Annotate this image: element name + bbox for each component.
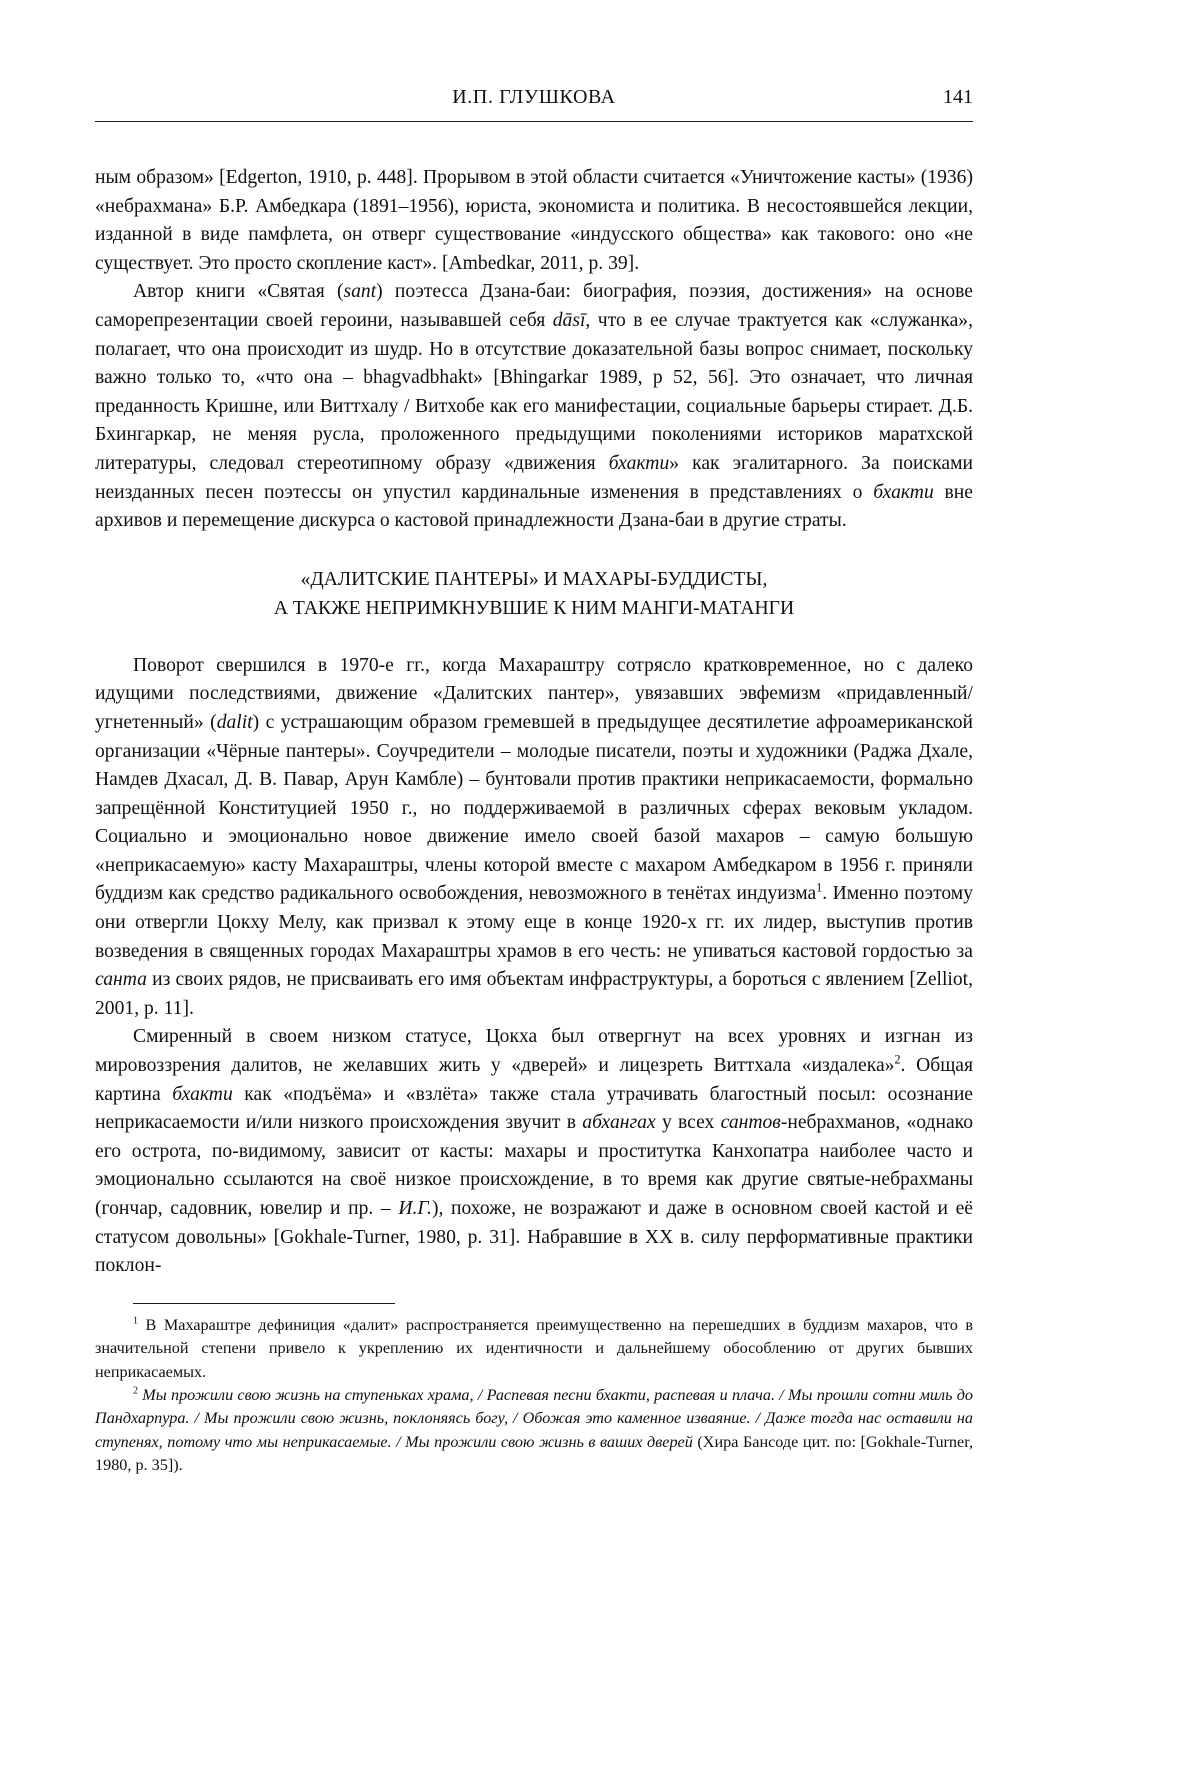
footnotes [95, 1314, 973, 1478]
text-run: -небрахманов, «однако его острота, по-видимому, зависит от касты: махары и проститутка Канхопатра наиболее часто и эмоционально ссылаются на своё низкое происхождение, в то время как другие святые-небрахманы (гончар, садовник, ювелир и пр. – [95, 1112, 973, 1219]
text-run: ) поэтесса Дзана-баи: биография, поэзия, достижения» на основе саморепрезентации своей героини, называвшей себя [95, 281, 973, 331]
text-run: санта [95, 969, 147, 991]
page-body [95, 164, 973, 1281]
text-run: И.Г. [398, 1198, 432, 1219]
paragraph [95, 652, 973, 1024]
text-run: ным образом» [Edgerton, 1910, p. 448]. Прорывом в этой области считается «Уничтожение касты» (1936) «небрахмана» Б.Р. Амбедкара (1891–1956), юриста, экономиста и политика. В несостоявшейся лекции, изданной в виде памфлета, он отверг существование «индусского общества» как такового: оно «не существует. Это просто скопление каст». [Ambedkar, 2011, p. 39]. [95, 167, 973, 274]
footnote-marker: 1 [133, 1315, 139, 1327]
text-run: бхакти [873, 481, 934, 503]
text-run: . Общая картина [95, 1055, 973, 1105]
text-run: . Именно поэтому они отвергли Цокху Мелу, как призвал к этому еще в конце 1920-х гг. их лидер, выступив против возведения в священных городах Махараштры храмов в его честь: не упиваться кастовой гордостью за [95, 883, 973, 962]
section-heading-line: А ТАКЖЕ НЕПРИМКНУВШИЕ К НИМ МАНГИ-МАТАНГИ [273, 597, 795, 619]
footnote [95, 1384, 973, 1478]
text-run: ), похоже, не возражают и даже в основном своей кастой и её статусом довольны» [Gokhale-Turner, 1980, p. 31]. Набравшие в XX в. силу перформативные практики поклон- [95, 1198, 973, 1277]
text-run: вне архивов и перемещение дискурса о кастовой принадлежности Дзана-баи в другие страты. [95, 481, 973, 532]
text-run: (Хира Бансоде цит. по: [Gokhale-Turner, 1980, p. 35]). [95, 1432, 973, 1475]
text-run: у всех [655, 1112, 721, 1134]
running-title: И.П. ГЛУШКОВА [452, 86, 616, 108]
footnote-marker: 2 [894, 1052, 901, 1067]
text-run: dalit [216, 711, 253, 733]
footnote-marker: 2 [133, 1385, 139, 1397]
footnote [95, 1314, 973, 1384]
text-run: абхангах [582, 1112, 656, 1134]
text-run: бхакти [608, 452, 670, 474]
text-run: Поворот свершился в 1970-е гг., когда Махараштру сотрясло кратковременное, но с далеко идущими последствиями, движение «Далитских пантер», увязавших эвфемизм «придавленный/угнетенный» ( [95, 654, 973, 733]
paragraph [95, 278, 973, 535]
section-heading-line: «ДАЛИТСКИЕ ПАНТЕРЫ» И МАХАРЫ-БУДДИСТЫ, [300, 568, 768, 590]
text-run: как «подъёма» и «взлёта» также стала утрачивать благостный посыл: осознание неприкасаемости и/или низкого происхождения звучит в [95, 1083, 973, 1134]
text-run: бхакти [172, 1083, 233, 1105]
text-run: Смиренный в своем низком статусе, Цокха был отвергнут на всех уровнях и изгнан из мировоззрения далитов, не желавших жить у «дверей» и лицезреть Виттхала «издалека» [95, 1026, 973, 1077]
section-heading [95, 565, 973, 623]
text-run: dāsī [552, 309, 586, 331]
text-run: » как эгалитарного. За поисками неизданных песен поэтессы он упустил кардинальные изменения в представлениях о [95, 452, 973, 503]
text-run: Автор книги «Святая ( [133, 281, 344, 303]
footnote-marker: 1 [816, 880, 823, 895]
page-number: 141 [943, 86, 973, 108]
page-content [95, 86, 973, 1478]
text-run: sant [343, 281, 377, 303]
text-run: В Махараштре дефиниция «далит» распространяется преимущественно на перешедших в буддизм махаров, что в значительной степени привело к укреплению их идентичности и дальнейшему обособлению от других бывших неприкасаемых. [95, 1315, 973, 1381]
footnote-rule [133, 1303, 395, 1304]
text-run: ) с устрашающим образом гремевшей в предыдущее десятилетие афроамериканской организации «Чёрные пантеры». Соучредители – молодые писатели, поэты и художники (Раджа Дхале, Намдев Дхасал, Д. В. Павар, Арун Камбле) – бунтовали против практики неприкасаемости, формально запрещённой Конституцией 1950 г., но поддерживаемой в различных сферах вековым укладом. Социально и эмоционально новое движение имело своей базой махаров – самую большую «неприкасаемую» касту Махараштры, члены которой вместе с махаром Амбедкаром в 1956 г. приняли буддизм как средство радикального освобождения, невозможного в тенётах индуизма [95, 711, 973, 905]
text-run: сантов [720, 1112, 781, 1134]
text-run: из своих рядов, не присваивать его имя объектам инфраструктуры, а бороться с явлением [Zelliot, 2001, p. 11]. [95, 969, 973, 1019]
paragraph [95, 1023, 973, 1280]
paragraph [95, 164, 973, 278]
text-run: , что в ее случае трактуется как «служанка», полагает, что она происходит из шудр. Но в отсутствие доказательной базы вопрос снимает, поскольку важно только то, «что она – bhagvadbhakt» [Bhingarkar 1989, p 52, 56]. Это означает, что личная преданность Кришне, или Виттхалу / Витхобе как его манифестации, социальные барьеры стирает. Д.Б. Бхингаркар, не меняя русла, проложенного предыдущими поколениями историков маратхской литературы, следовал стереотипному образу «движения [95, 309, 974, 474]
text-run: Мы прожили свою жизнь на ступеньках храма, / Распевая песни бхакти, распевая и плача. / Мы прошли сотни миль до Пандхарпура. / Мы прожили свою жизнь, поклоняясь богу, / Обожая это каменное изваяние. / Даже тогда нас оставили на ступенях, потому что мы неприкасаемые. / Мы прожили свою жизнь в ваших дверей [95, 1386, 973, 1451]
header-rule [95, 121, 973, 122]
page-header [95, 86, 973, 114]
